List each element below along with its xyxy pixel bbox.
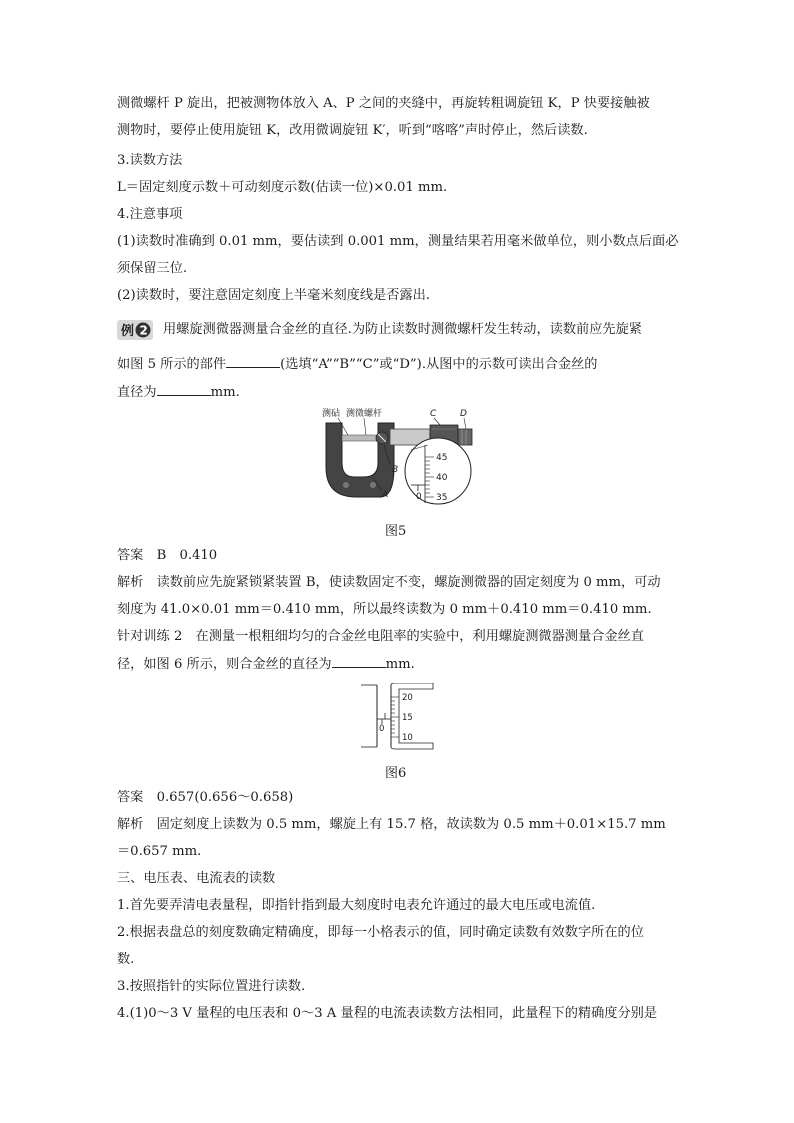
scale-45: 45 [436, 453, 448, 463]
micrometer-figure-5 [318, 405, 488, 510]
example-line-3-b: mm. [210, 385, 240, 400]
answer-2 [117, 789, 293, 807]
scale-35: 35 [436, 493, 448, 503]
micrometer-figure-6 [355, 683, 435, 753]
example-line-3 [117, 383, 240, 402]
formula-line: L＝固定刻度示数＋可动刻度示数(估读一位)×0.01 mm. [117, 180, 448, 195]
example-line-2-b: (选填“A”“B”“C”或“D”).从图中的示数可读出合金丝的 [280, 357, 598, 372]
training-2-line-2-a: 径，如图 6 所示，则合金丝的直径为 [117, 657, 332, 672]
scale6-20: 20 [402, 693, 413, 703]
answer-blank-3 [332, 655, 386, 668]
scale-40: 40 [436, 473, 448, 483]
heading-reading-method: 3.读数方法 [117, 153, 183, 168]
example-line-2-a: 如图 5 所示的部件 [117, 357, 227, 372]
note-2: (2)读数时，要注意固定刻度上半毫米刻度线是否露出. [117, 288, 430, 303]
training-2-line-1: 针对训练 2 在测量一根粗细均匀的合金丝电阻率的实验中，利用螺旋测微器测量合金丝直 [117, 629, 644, 644]
scale-0: 0 [416, 492, 422, 502]
answer-blank-1 [226, 355, 280, 368]
note-1-line-2: 须保留三位. [117, 261, 188, 276]
analysis-2-text-1: 固定刻度上读数为 0.5 mm，螺旋上有 15.7 格，故读数为 0.5 mm＋0.01×15.7 mm [156, 817, 666, 832]
answer-1-label: 答案 [117, 548, 144, 563]
section-3-item-4: 4.(1)0～3 V 量程的电压表和 0～3 A 量程的电流表读数方法相同，此量程下的精确度分别是 [117, 1006, 658, 1021]
answer-2-label: 答案 [117, 790, 144, 805]
body-line-1: 测微螺杆 P 旋出，把被测物体放入 A、P 之间的夹缝中，再旋转粗调旋钮 K，P 快要接触被 [117, 96, 650, 111]
note-1-line-1: (1)读数时准确到 0.01 mm，要估读到 0.001 mm，测量结果若用毫米做单位，则小数点后面必 [117, 234, 679, 249]
analysis-2-label: 解析 [117, 817, 144, 832]
example-tag-label: 例 [121, 324, 135, 339]
example-tag-icon [117, 320, 153, 340]
example-line-1: 用螺旋测微器测量合金丝的直径.为防止读数时测微螺杆发生转动，读数前应先旋紧 [163, 322, 642, 337]
letter-a: A [382, 490, 389, 500]
answer-blank-2 [157, 383, 211, 396]
figure-5-caption: 图5 [385, 524, 407, 539]
section-3-item-1: 1.首先要弄清电表量程，即指针指到最大刻度时电表允许通过的最大电压或电流值. [117, 898, 596, 913]
scale6-10: 10 [402, 733, 413, 743]
analysis-1-line-1 [117, 574, 661, 592]
example-number: 2 [139, 323, 148, 338]
letter-c: C [430, 409, 437, 419]
scale6-0: 0 [379, 724, 385, 734]
label-anvil: 测砧 [322, 409, 341, 419]
heading-notes: 4.注意事项 [117, 207, 183, 222]
answer-1-text: B 0.410 [156, 548, 218, 563]
analysis-1-line-2: 刻度为 41.0×0.01 mm＝0.410 mm，所以最终读数为 0 mm＋0.410 mm＝0.410 mm. [117, 602, 652, 617]
analysis-2-line-1 [117, 816, 666, 834]
training-2-line-2 [117, 655, 415, 674]
analysis-2-line-2: ＝0.657 mm. [117, 844, 202, 859]
training-2-line-2-b: mm. [385, 657, 415, 672]
section-3-item-2: 2.根据表盘总的刻度数确定精确度，即每一小格表示的值，同时确定读数有效数字所在的位 [117, 925, 644, 940]
analysis-1-text-1: 读数前应先旋紧锁紧装置 B，使读数固定不变，螺旋测微器的固定刻度为 0 mm，可动 [156, 575, 661, 590]
letter-b: B [392, 465, 399, 475]
example-line-3-a: 直径为 [117, 385, 157, 400]
example-line-2 [117, 355, 597, 374]
analysis-1-label: 解析 [117, 575, 144, 590]
section-3-item-3: 3.按照指针的实际位置进行读数. [117, 979, 306, 994]
figure-6-caption: 图6 [385, 766, 407, 781]
section-3-item-2-cont: 数. [117, 952, 135, 967]
section-3-title: 三、电压表、电流表的读数 [117, 871, 276, 886]
answer-2-text: 0.657(0.656～0.658) [156, 790, 294, 805]
label-spindle: 测微螺杆 [346, 409, 383, 419]
answer-1 [117, 547, 217, 565]
body-line-2: 测物时，要停止使用旋钮 K，改用微调旋钮 K′，听到“喀喀”声时停止，然后读数. [117, 123, 588, 138]
scale6-15: 15 [402, 713, 413, 723]
letter-d: D [460, 409, 467, 419]
